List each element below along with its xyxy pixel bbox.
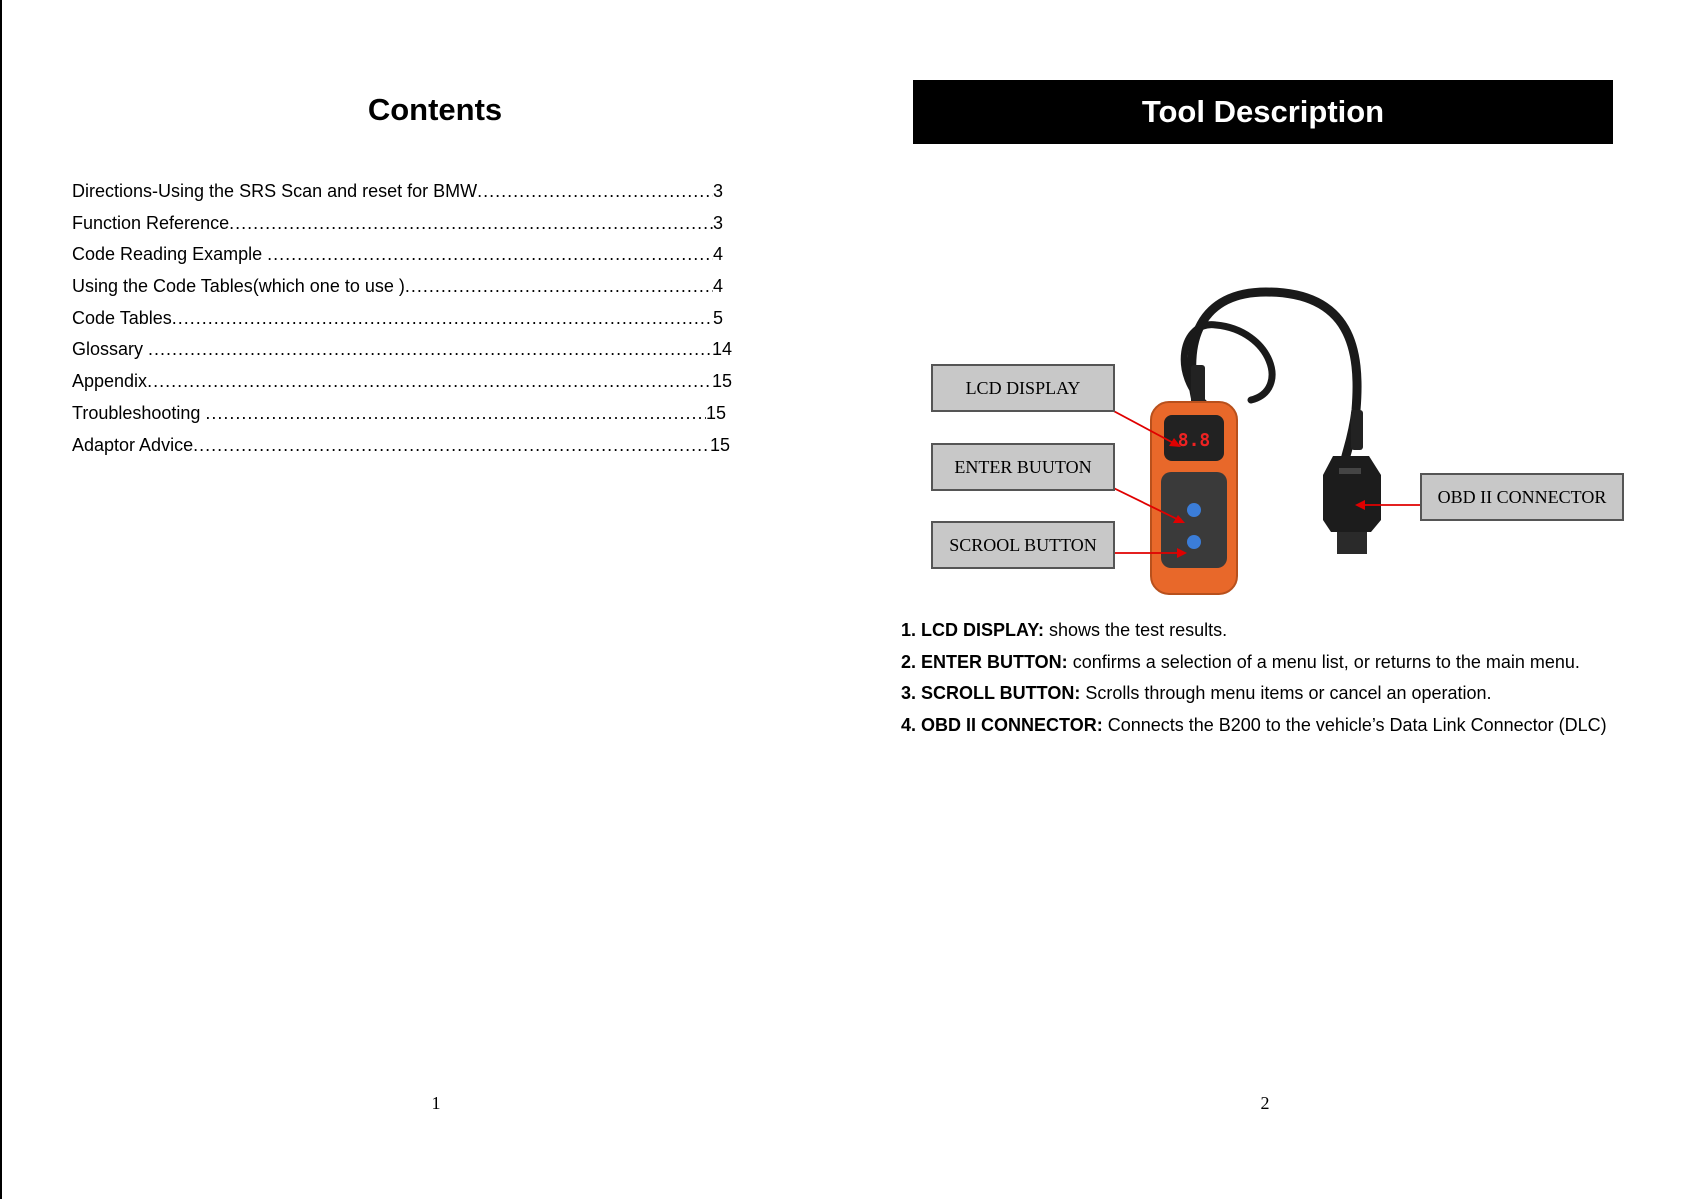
description-term: 2. ENTER BUTTON:	[901, 651, 1068, 672]
tool-description-page	[851, 0, 1702, 1199]
description-term: 1. LCD DISPLAY:	[901, 620, 1045, 640]
toc-leader-dots	[193, 430, 710, 462]
toc-entry[interactable]	[72, 334, 732, 366]
description-text: Scrolls through menu items or cancel an operation.	[1080, 683, 1492, 704]
obd-connector-icon	[1323, 456, 1381, 532]
description-item	[901, 710, 1661, 742]
toc-entry[interactable]	[72, 398, 726, 430]
toc-leader-dots	[172, 303, 713, 335]
toc-entry-page: 14	[711, 339, 732, 360]
toc-leader-dots	[229, 208, 713, 240]
description-text: confirms a selection of a menu list, or returns to the main menu.	[1067, 651, 1580, 672]
description-item	[901, 647, 1661, 679]
callout-lcd-display: LCD DISPLAY	[931, 364, 1115, 412]
toc-entry-page: 15	[711, 371, 732, 392]
tool-description-banner: Tool Description	[913, 80, 1613, 144]
toc-entry-page: 5	[712, 307, 723, 328]
obd-connector-plug	[1337, 532, 1367, 554]
toc-leader-dots	[267, 239, 713, 271]
description-term: 4. OBD II CONNECTOR:	[901, 715, 1103, 736]
toc-entry[interactable]	[72, 208, 723, 240]
page-number: 1	[431, 1093, 441, 1113]
toc-leader-dots	[405, 271, 713, 303]
description-item	[901, 615, 1661, 647]
toc-entry-label: Code Tables	[72, 307, 172, 328]
callout-scroll-button: SCROOL BUTTON	[931, 521, 1115, 569]
toc-entry-page: 4	[712, 244, 723, 265]
toc-entry-page: 3	[712, 212, 723, 233]
toc-entry[interactable]	[72, 239, 723, 271]
toc-entry-page: 4	[712, 276, 723, 297]
scroll-button-icon	[1187, 535, 1201, 549]
toc-entry-page: 3	[712, 181, 723, 201]
toc-leader-dots	[477, 176, 713, 208]
toc-entry-label: Glossary	[72, 339, 149, 360]
toc-entry-label: Function Reference	[72, 212, 230, 233]
toc-entry[interactable]	[72, 271, 723, 303]
description-text: Connects the B200 to the vehicle’s Data Link Connector (DLC)	[1102, 715, 1607, 736]
callout-enter-button: ENTER BUUTON	[931, 443, 1115, 491]
lcd-glyph: 8.8	[1177, 430, 1211, 451]
description-item	[901, 678, 1661, 710]
toc-entry-label: Troubleshooting	[72, 402, 206, 423]
toc-leader-dots	[147, 366, 712, 398]
enter-button-icon	[1187, 503, 1201, 517]
table-of-contents	[72, 176, 732, 461]
tool-description-list	[901, 615, 1661, 742]
toc-entry[interactable]	[72, 303, 723, 335]
toc-entry-label: Code Reading Example	[72, 244, 268, 265]
callout-obd-connector: OBD II CONNECTOR	[1420, 473, 1624, 521]
contents-title: Contents	[367, 92, 503, 127]
toc-entry-label: Appendix	[72, 371, 148, 392]
toc-entry[interactable]	[72, 430, 730, 462]
toc-entry-label: Using the Code Tables(which one to use )	[72, 276, 405, 297]
toc-leader-dots	[148, 334, 712, 366]
toc-entry-label: Adaptor Advice	[72, 434, 194, 455]
connector-strain-relief	[1351, 410, 1363, 450]
toc-leader-dots	[205, 398, 706, 430]
toc-entry-page: 15	[709, 434, 730, 455]
tool-diagram	[851, 280, 1702, 600]
toc-entry-label: Directions-Using the SRS Scan and reset for BMW	[72, 181, 478, 201]
description-term: 3. SCROLL BUTTON:	[901, 683, 1081, 704]
toc-entry-page: 15	[705, 402, 726, 423]
page-number: 2	[1260, 1093, 1270, 1113]
toc-entry[interactable]	[72, 176, 723, 208]
description-text: shows the test results.	[1044, 620, 1228, 640]
toc-entry[interactable]	[72, 366, 732, 398]
